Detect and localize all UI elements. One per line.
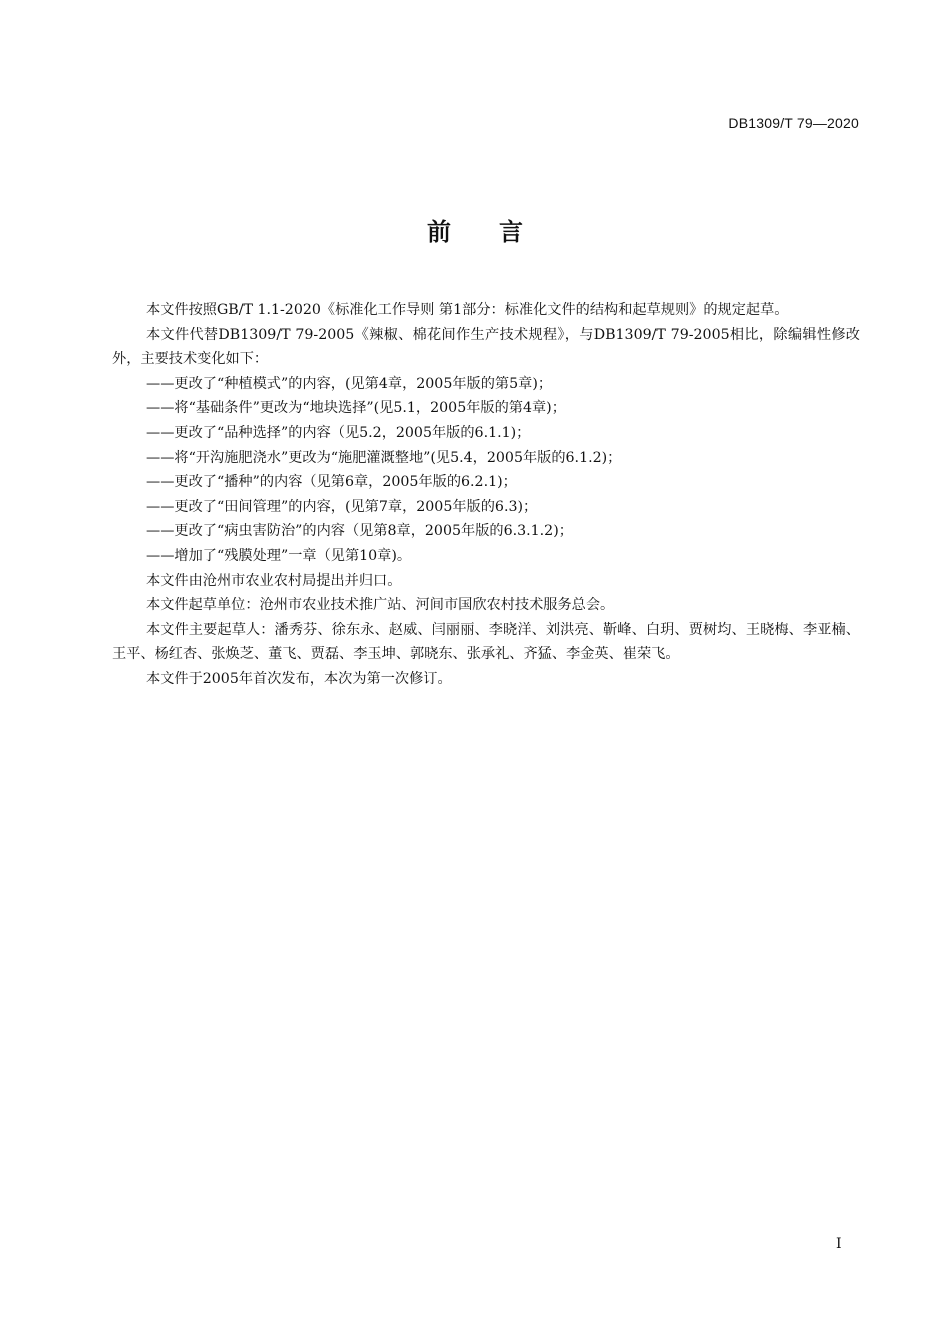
list-item: ——增加了“残膜处理”一章（见第10章)。 [146, 547, 412, 564]
paragraph-publication-history: 本文件于2005年首次发布，本次为第一次修订。 [146, 670, 452, 687]
page-title: 前言 [427, 218, 571, 246]
list-item: ——更改了“播种”的内容（见第6章，2005年版的6.2.1)； [146, 474, 517, 491]
page-number: I [836, 1236, 842, 1252]
list-item: ——更改了“种植模式”的内容，(见第4章，2005年版的第5章)； [146, 375, 553, 392]
paragraph-replacement: 本文件代替DB1309/T 79-2005《辣椒、棉花间作生产技术规程》，与DB1309/T 79-2005相比，除编辑性修改外，主要技术变化如下： [112, 326, 860, 368]
list-item: ——更改了“田间管理”的内容，(见第7章，2005年版的6.3)； [146, 498, 538, 515]
paragraph-drafting-units: 本文件起草单位：沧州市农业技术推广站、河间市国欣农村技术服务总会。 [146, 597, 615, 614]
change-list [112, 372, 860, 569]
paragraph-proposer: 本文件由沧州市农业农村局提出并归口。 [146, 572, 402, 589]
paragraph-drafting-rules: 本文件按照GB/T 1.1-2020《标准化工作导则 第1部分：标准化文件的结构和起草规则》的规定起草。 [146, 302, 789, 318]
list-item: ——将“基础条件”更改为“地块选择”(见5.1，2005年版的第4章)； [146, 400, 566, 417]
foreword-body [112, 298, 860, 692]
document-code: DB1309/T 79—2020 [728, 115, 859, 131]
list-item: ——更改了“品种选择”的内容（见5.2，2005年版的6.1.1)； [146, 424, 531, 441]
list-item: ——将“开沟施肥浇水”更改为“施肥灌溉整地”(见5.4，2005年版的6.1.2)； [146, 449, 622, 466]
list-item: ——更改了“病虫害防治”的内容（见第8章，2005年版的6.3.1.2)； [146, 523, 573, 540]
paragraph-drafters: 本文件主要起草人：潘秀芬、徐东永、赵威、闫丽丽、李晓洋、刘洪亮、靳峰、白玥、贾树均、王晓梅、李亚楠、王平、杨红杏、张焕芝、董飞、贾磊、李玉坤、郭晓东、张承礼、齐猛、李金英、崔荣飞。 [112, 621, 860, 663]
